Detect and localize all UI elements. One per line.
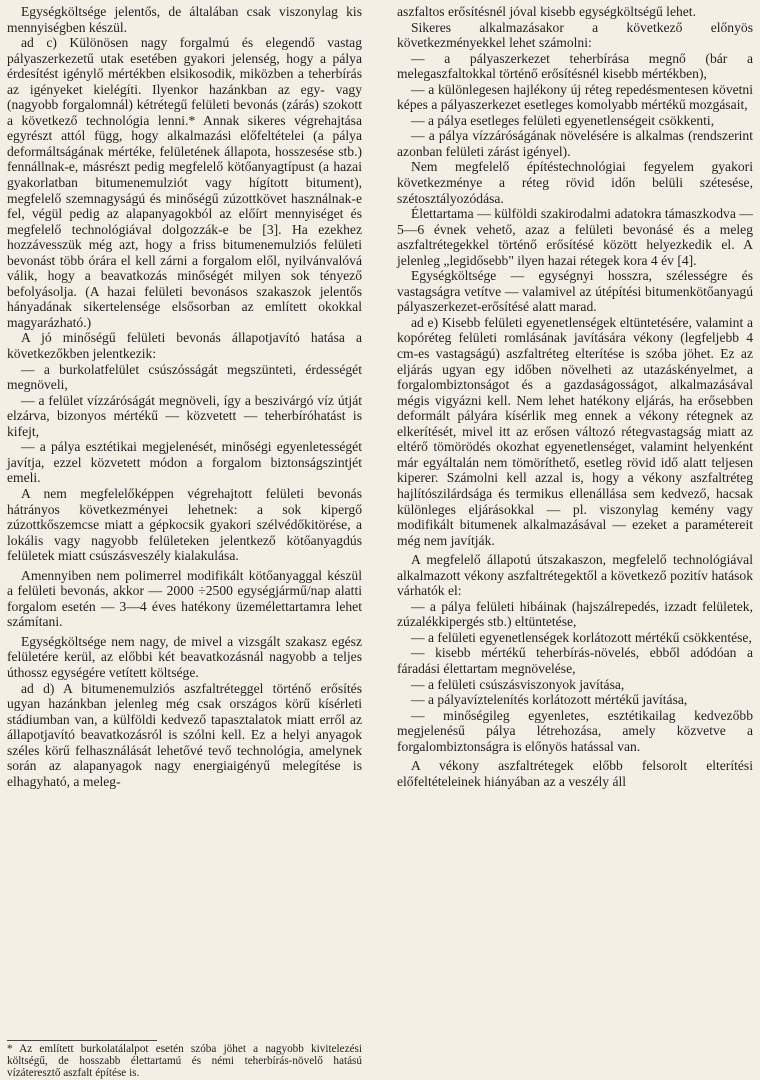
paragraph: — a burkolatfelület csúszósságát megszünteti, érdességét megnöveli,	[7, 361, 362, 393]
footnote-divider	[7, 1040, 157, 1041]
paragraph: — a pályavíztelenítés korlátozott mértékű javítása,	[411, 692, 688, 708]
paragraph: Egységköltsége — egységnyi hosszra, szélességre és vastagságra vetítve — valamivel az útépítési bitumenkötőanyagú pályaszerkezet-erősítésé alatt marad.	[397, 268, 753, 315]
footnote: * Az említett burkolatálalpot esetén szóba jöhet a nagyobb kivitelezési költségű, de hosszabb élettartamú és némi teherbírás-növelő hatású vízáteresztő aszfalt építése is.	[7, 1043, 362, 1080]
paragraph: — a felületi egyenetlenségek korlátozott mértékű csökkentése,	[411, 629, 752, 645]
paragraph: — a különlegesen hajlékony új réteg repedésmentesen követni képes a pályaszerkezet esetleges komolyabb mértékű mozgásait,	[397, 81, 753, 113]
paragraph: — a felületi csúszásviszonyok javítása,	[411, 676, 625, 692]
right-column	[397, 4, 753, 789]
paragraph: Nem megfelelő építéstechnológiai fegyelem gyakori következménye a réteg rövid időn belüli szétesése, szétosztályozódása.	[397, 159, 753, 206]
paragraph: Amennyiben nem polimerrel modifikált kötőanyaggal készül a felületi bevonás, akkor — 2000 ÷2500 egységjármű/nap alatti forgalom esetén — 3—4 éves hatékony üzemélettartamra lehet számítani.	[7, 567, 362, 630]
paragraph: aszfaltos erősítésnél jóval kisebb egységköltségű lehet.	[397, 4, 696, 19]
paragraph: Élettartama — külföldi szakirodalmi adatokra támaszkodva — 5—6 évnek vehető, azaz a felületi bevonásé és a meleg aszfaltrétegekkel történő erősítésé között helyezkedik el. A jelenleg „legidősebb" ilyen hazai rétegek kora 4 év [4].	[397, 206, 753, 268]
paragraph: A megfelelő állapotú útszakaszon, megfelelő technológiával alkalmazott vékony aszfaltrétegektől a következő pozitív hatások várhatók el:	[397, 552, 753, 599]
paragraph: — a pályaszerkezet teherbírása megnő (bár a melegaszfaltokkal történő erősítésnél kisebb mértékben),	[397, 50, 753, 82]
paragraph: — a pálya esztétikai megjelenését, minőségi egyenletességét javítja, ezzel közvetett módon a forgalom biztonságszintjét emeli.	[7, 439, 362, 486]
paragraph: ad c) Különösen nagy forgalmú és elegendő vastag pályaszerkezetű utak esetében gyakori jelenség, hogy a pálya érdesítést igénylő mértékben elsikosodik, miközben a teherbírás az igényeket kielégíti. Ilyenkor hazánkban az egy- vagy (nagyobb forgalomnál) kétrétegű felületi bevonás (zárás) szokott a következő technológia lenni.* Annak sikeres végrehajtása egyrészt attól függ, hogy alkalmazási előfeltételei (a pálya deformáltságának mértéke, felületének állapota, hosszesése stb.) fennállnak-e, másrészt pedig megfelelő kötőanyagtípust (a hazai gyakorlatban bitumenemulziót vagy hígított bitument), megfelelő szemnagyságú és minőségű zúzottkövet használnak-e fel, végül pedig az alapanyagokból az előírt mennyiséget és megfelelő technológiával dolgozzák-e be [3]. Ha ezekhez hozzávesszük még azt, hogy a friss bitumenemulziós felületi bevonást több órára el kell zárni a forgalom elől, nyilvánvalóvá válik, hogy a beavatkozás minőségét milyen sok tényező befolyásolja. (A hazai felületi bevonásos szakaszok jelentős hányadának sikertelensége elsősorban az említett okokkal magyarázható.)	[7, 35, 362, 330]
paragraph: A nem megfelelőképpen végrehajtott felületi bevonás hátrányos következményei lehetnek: a sok kipergő zúzottkőszemcse miatt a gépkocsik gyakori szélvédőkitörése, a lokális vagy nagyobb felületeken jelentkező kötőanyagdús felületek miatt csúszásveszély kialakulása.	[7, 485, 362, 564]
paragraph: Egységköltsége jelentős, de általában csak viszonylag kis mennyiségben készül.	[7, 4, 362, 35]
paragraph: A vékony aszfaltrétegek előbb felsorolt elterítési előfeltételeinek hiányában az a veszély áll	[397, 758, 753, 789]
paragraph: — a pálya esetleges felületi egyenetlenségeit csökkenti,	[411, 112, 715, 128]
paragraph: — kisebb mértékű teherbírás-növelés, ebből adódóan a fáradási élettartam megnövelése,	[397, 645, 753, 676]
paragraph: ad e) Kisebb felületi egyenetlenségek eltüntetésére, valamint a kopóréteg felületi romlásának javítására vékony (legfeljebb 4 cm-es vastagságú) aszfaltréteg elterítése is szóba jöhet. Ez az eljárás ugyan egy időben növelheti az utazáskényelmet, a forgalombiztonságot és a gazdaságosságot, alkalmazásával mégis vigyázni kell. Nem lehet hatékony eljárás, ha erősebben deformált pályára kísérlik meg ennek a vékony rétegnek az elkerítését, mivel itt az erősen változó rétegvastagság miatt az eltérő tömörödés okozhat egyenetlenséget, valamint helyenként már egyáltalán nem tömöríthető, esetleg rövid idő alatt teljesen kiperег. Számolni kell azzal is, hogy a vékony aszfaltréteg hajlítószilárdsága és termikus ellenállása sem kedvező, hacsak különleges eljárásokkal — pl. viszonylag kemény vagy modifikált bitumenek alkalmazásával — ezeket a paramétereit még nem javítják.	[397, 314, 753, 548]
paragraph: ad d) A bitumenemulziós aszfaltréteggel történő erősítés ugyan hazánkban jelenleg még csak országos körű kísérleti stádiumban van, a külföldi kedvező tapasztalatok miatt erről az állapotjavító beavatkozásról is szólni kell. Ez a helyi anyagok széles körű felhasználását lehetővé tevő technológia, amelynek során az alapanyagok nagy energiaigényű melegítése is elhagyható, a meleg-	[7, 680, 362, 789]
paragraph: — a felület vízzáróságát megnöveli, így a beszivárgó víz útját elzárva, bizonyos mértékű — közvetett — teherbíróhatást is kifejt,	[7, 392, 362, 439]
paragraph: — a pálya vízzáróságának növelésére is alkalmas (rendszerint azonban felületi zárást igényel).	[397, 128, 753, 159]
paragraph: — a pálya felületi hibáinak (hajszálrepedés, izzadt felületek, zúzalékkipergés stb.) eltüntetése,	[397, 598, 753, 630]
left-column	[7, 4, 362, 789]
paragraph: Egységköltsége nem nagy, de mivel a vizsgált szakasz egész felületére kerül, az előbbi két beavatkozásnál nagyobb a teljes úthossz egységére vetített költsége.	[7, 633, 362, 680]
paragraph: A jó minőségű felületi bevonás állapotjavító hatása a következőkben jelentkezik:	[7, 330, 362, 362]
paragraph: — minőségileg egyenletes, esztétikailag kedvezőbb megjelenésű pálya létrehozása, amely közvetve a forgalombiztonságra is előnyös hatással van.	[397, 707, 753, 754]
paragraph: Sikeres alkalmazásakor a következő előnyös következményekkel lehet számolni:	[397, 19, 753, 51]
